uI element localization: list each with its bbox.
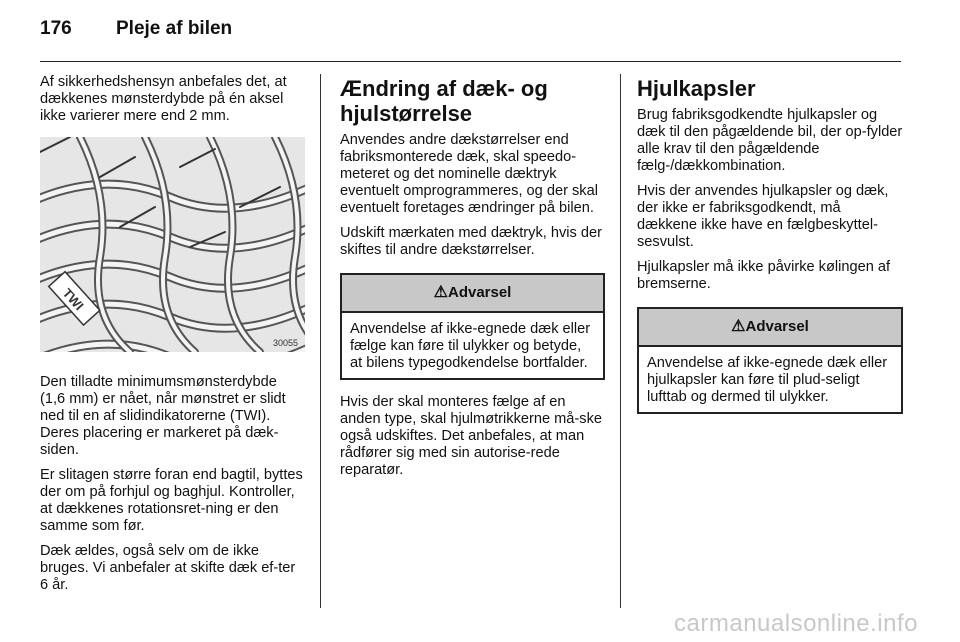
paragraph-tire-aging: Dæk ældes, også selv om de ikke bruges. Vi anbefaler at skifte dæk ef-ter 6 år. — [40, 543, 296, 593]
header-rule — [40, 61, 901, 62]
warning-title: Advarsel — [745, 318, 809, 335]
warning-title: Advarsel — [447, 284, 512, 301]
paragraph-rim-protector: Hvis der anvendes hjulkapsler og dæk, der ikke er fabriksgodkendt, må dækkene ikke have en fælgbeskyttel-sesvulst. — [637, 183, 889, 250]
warning-text: Anvendelse af ikke-egnede dæk eller fælge kan føre til ulykker og betyde, at bilens typegodkendelse bortfalder. — [350, 321, 591, 371]
watermark: carmanualsonline.info — [674, 610, 918, 637]
column-2 — [340, 74, 605, 487]
column-divider-2 — [620, 74, 621, 608]
paragraph-rotation: Er slitagen større foran end bagtil, byttes der om på forhjul og baghjul. Kontroller, at dækkenes rotationsret-ning er den samme som før. — [40, 467, 303, 534]
warning-header — [342, 275, 603, 313]
warning-box-tires — [340, 273, 605, 380]
warning-text: Anvendelse af ikke-egnede dæk eller hjulkapsler kan føre til plud-seligt lufttab og dermed til ulykker. — [647, 355, 888, 405]
paragraph-wheel-nuts: Hvis der skal monteres fælge af en anden type, skal hjulmøtrikkerne må-ske også udskiftes. Det anbefales, at man rådfører sig med sin autorise-rede reparatør. — [340, 394, 602, 478]
warning-box-hubcaps — [637, 307, 903, 414]
figure-code: 30055 — [272, 338, 298, 348]
column-divider-1 — [320, 74, 321, 608]
paragraph-pressure-label: Udskift mærkaten med dæktryk, hvis der skiftes til andre dækstørrelser. — [340, 225, 602, 258]
paragraph-brake-cooling: Hjulkapsler må ikke påvirke kølingen af bremserne. — [637, 259, 891, 292]
column-3 — [637, 74, 903, 428]
page-number: 176 — [40, 18, 72, 39]
paragraph-approved-hubcaps: Brug fabriksgodkendte hjulkapsler og dæk til den pågældende bil, der op-fylder alle krav til den pågældende fælg-/dækkombination. — [637, 107, 903, 174]
paragraph-tread-depth: Af sikkerhedshensyn anbefales det, at dækkenes mønsterdybde på én aksel ikke varierer mere end 2 mm. — [40, 74, 287, 124]
column-1 — [40, 74, 305, 602]
page-title: Pleje af bilen — [116, 18, 233, 39]
tire-tread-illustration — [40, 137, 305, 352]
page-header — [40, 18, 232, 40]
twi-label: TWI — [59, 285, 87, 314]
warning-header — [639, 309, 901, 347]
warning-triangle-icon: ⚠ — [433, 284, 448, 301]
warning-triangle-icon: ⚠ — [731, 318, 746, 335]
paragraph-other-sizes: Anvendes andre dækstørrelser end fabriksmonterede dæk, skal speedo-meteret og det nominelle dæktryk eventuelt omprogrammeres, og der skal eventuelt foretages ændringer på bilen. — [340, 132, 598, 216]
section-heading-tire-size: Ændring af dæk- og hjulstørrelse — [340, 76, 548, 126]
section-heading-hubcaps: Hjulkapsler — [637, 76, 756, 101]
paragraph-min-depth: Den tilladte minimumsmønsterdybde (1,6 mm) er nået, når mønstret er slidt ned til en af slidindikatorerne (TWI). Deres placering er markeret på dæk-siden. — [40, 374, 286, 458]
